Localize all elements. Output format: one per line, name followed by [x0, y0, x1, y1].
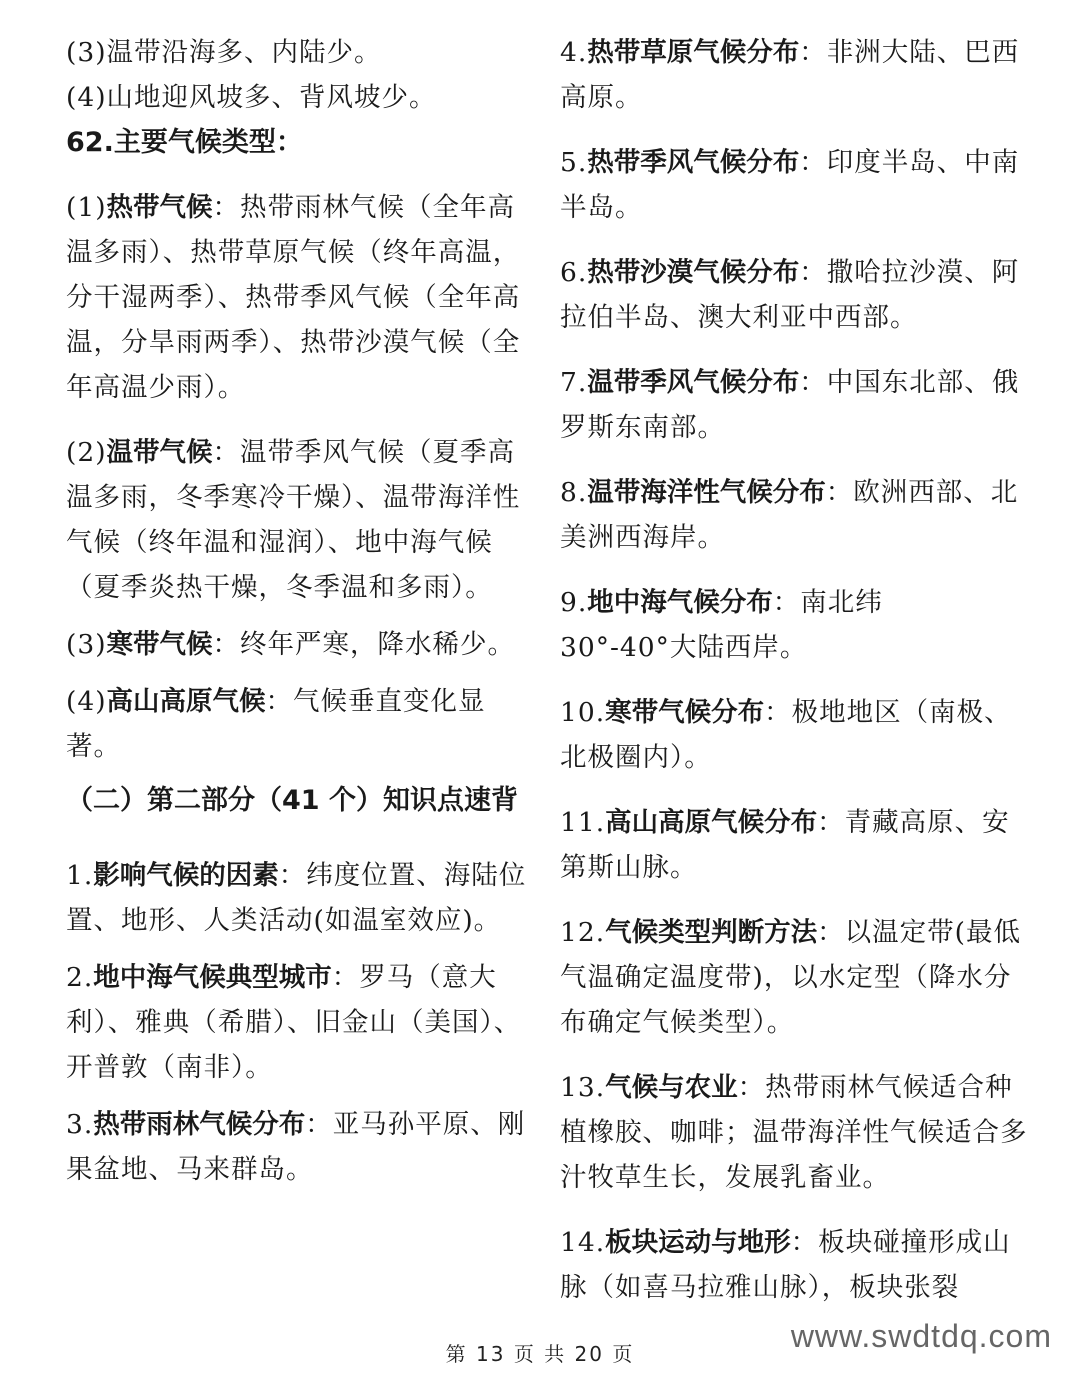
item-term: 热带雨林气候分布: [93, 1109, 306, 1140]
left-column: [66, 30, 536, 1192]
item-text: ：热带雨林气候（全年高温多雨）、热带草原气候（终年高温，分干湿两季）、热带季风气候（全年高温，分旱雨两季）、热带沙漠气候（全年高温少雨）。: [66, 192, 521, 403]
item-number: 1.: [66, 860, 94, 891]
item-text: ：终年严寒，降水稀少。: [212, 629, 516, 660]
item-text: ：亚马孙平原、刚果盆地、马来群岛。: [66, 1109, 526, 1185]
item-text: ：欧洲西部、北美洲西海岸。: [560, 477, 1019, 553]
list-item: [560, 690, 1030, 780]
item-number: 10.: [560, 697, 606, 728]
item-term: 温带季风气候分布: [587, 367, 800, 398]
item-text: ：中国东北部、俄罗斯东南部。: [560, 367, 1020, 443]
list-item: [560, 250, 1030, 340]
item-text: ：非洲大陆、巴西高原。: [560, 37, 1020, 113]
list-item: [560, 1065, 1030, 1200]
item-number: (3): [66, 629, 107, 660]
list-item: [66, 185, 536, 410]
item-term: 影响气候的因素: [93, 860, 279, 891]
list-item: [560, 910, 1030, 1045]
list-item: [560, 360, 1030, 450]
item-text: ：罗马（意大利）、雅典（希腊）、旧金山（美国）、开普敦（南非）。: [66, 962, 522, 1083]
item-term: 热带季风气候分布: [587, 147, 800, 178]
item-text: ：温带季风气候（夏季高温多雨，冬季寒冷干燥）、温带海洋性气候（终年温和湿润）、地中海气候（夏季炎热干燥，冬季温和多雨）。: [66, 437, 521, 603]
item-term: 温带气候: [106, 437, 213, 468]
item-term: 热带草原气候分布: [587, 37, 800, 68]
item-term: 气候与农业: [605, 1072, 738, 1103]
item-number: 5.: [560, 147, 588, 178]
item-term: 高山高原气候分布: [605, 807, 818, 838]
item-number: 4.: [560, 37, 588, 68]
item-number: 3.: [66, 1109, 94, 1140]
item-term: 地中海气候分布: [587, 587, 773, 618]
item-text-continued: 30°-40°大陆西岸。: [560, 632, 808, 663]
item-term: 板块运动与地形: [605, 1227, 791, 1258]
item-text: ：撒哈拉沙漠、阿拉伯半岛、澳大利亚中西部。: [560, 257, 1020, 333]
list-item: [560, 470, 1030, 560]
item-number: 2.: [66, 962, 94, 993]
list-item: [560, 580, 1030, 670]
item-term: 寒带气候: [106, 629, 213, 660]
list-item: [66, 679, 536, 769]
text-line: (4)山地迎风坡多、背风坡少。: [66, 82, 437, 113]
item-term: 寒带气候分布: [605, 697, 765, 728]
item-number: 7.: [560, 367, 588, 398]
item-text: ：青藏高原、安第斯山脉。: [560, 807, 1010, 883]
item-text: ：热带雨林气候适合种植橡胶、咖啡；温带海洋性气候适合多汁牧草生长，发展乳畜业。: [560, 1072, 1028, 1193]
item-term: 地中海气候典型城市: [93, 962, 332, 993]
page-number: 第 13 页 共 20 页: [445, 1342, 635, 1366]
watermark: www.swdtdq.com: [790, 1318, 1052, 1354]
item-text: ：板块碰撞形成山脉（如喜马拉雅山脉），板块张裂: [560, 1227, 1011, 1303]
item-number: 12.: [560, 917, 606, 948]
list-item: [66, 622, 536, 667]
section-heading-part-two: （二）第二部分（41 个）知识点速背: [66, 785, 518, 816]
item-term: 热带沙漠气候分布: [587, 257, 800, 288]
item-term: 热带气候: [106, 192, 213, 223]
right-column: [560, 30, 1030, 1310]
list-item: [66, 1102, 536, 1192]
list-item: [560, 800, 1030, 890]
section-heading-62: 62.主要气候类型：: [66, 127, 303, 158]
list-item: [560, 30, 1030, 120]
item-term: 温带海洋性气候分布: [587, 477, 826, 508]
item-number: 8.: [560, 477, 588, 508]
item-text: ：气候垂直变化显著。: [66, 686, 486, 762]
list-item: [66, 430, 536, 610]
item-number: 9.: [560, 587, 588, 618]
list-item: [560, 1220, 1030, 1310]
item-number: (4): [66, 686, 107, 717]
item-text: ：以温定带(最低气温确定温度带)，以水定型（降水分布确定气候类型）。: [560, 917, 1021, 1038]
item-number: 13.: [560, 1072, 606, 1103]
item-text: ：南北纬: [772, 587, 883, 618]
item-term: 气候类型判断方法: [605, 917, 818, 948]
list-item: [66, 853, 536, 943]
item-number: 6.: [560, 257, 588, 288]
item-number: 11.: [560, 807, 606, 838]
item-text: ：纬度位置、海陆位置、地形、人类活动(如温室效应)。: [66, 860, 527, 936]
text-line: (3)温带沿海多、内陆少。: [66, 37, 382, 68]
list-item: [66, 955, 536, 1090]
item-term: 高山高原气候: [106, 686, 266, 717]
item-number: 14.: [560, 1227, 606, 1258]
item-number: (2): [66, 437, 107, 468]
item-text: ：印度半岛、中南半岛。: [560, 147, 1020, 223]
list-item: [560, 140, 1030, 230]
item-text: ：极地地区（南极、北极圈内）。: [560, 697, 1012, 773]
item-number: (1): [66, 192, 107, 223]
